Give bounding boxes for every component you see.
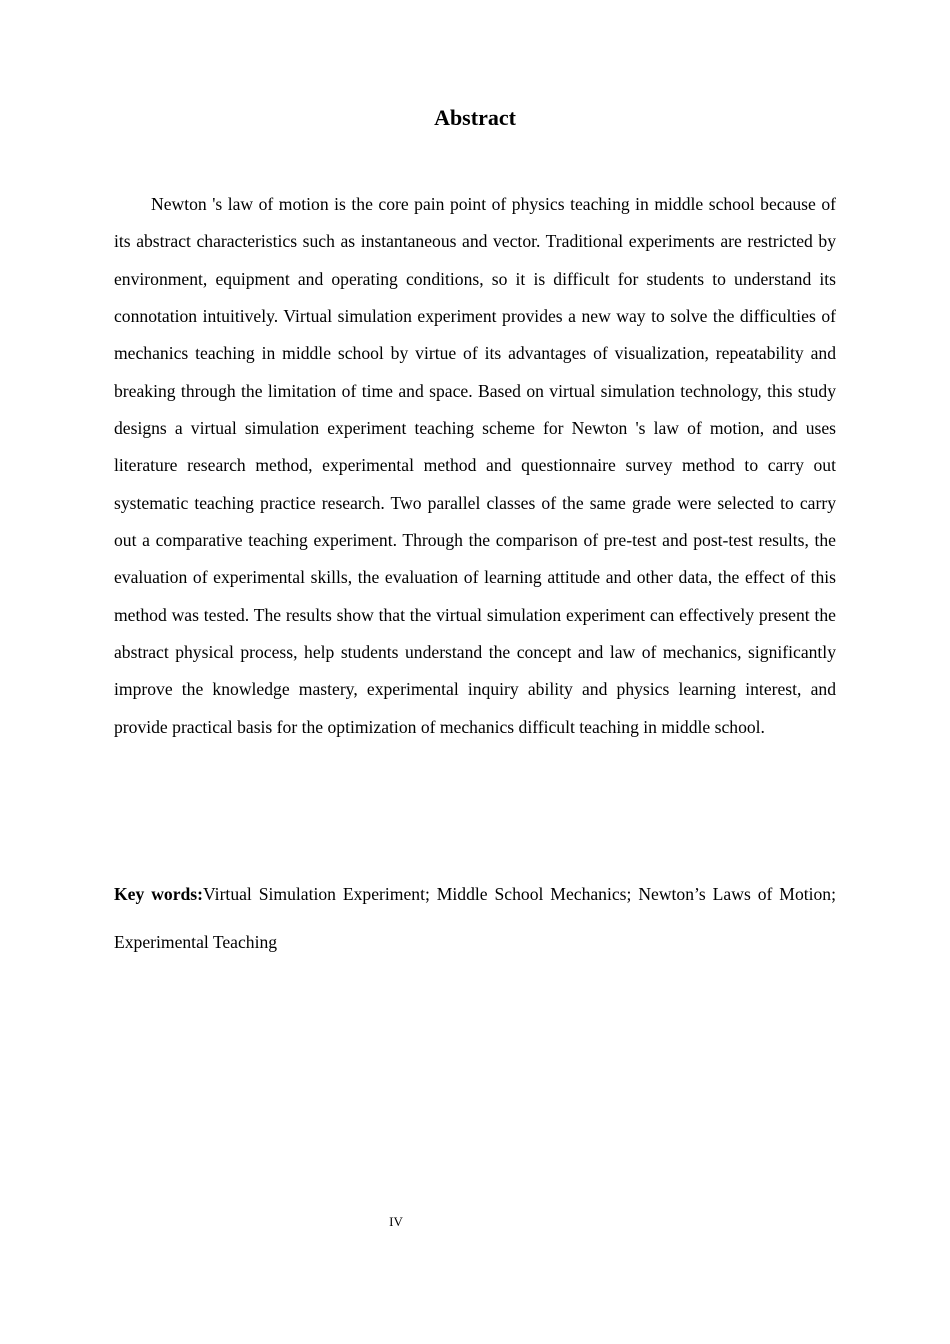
keywords-text: Virtual Simulation Experiment; Middle School Mechanics; Newton’s Laws of Motion; Experimental Teaching	[114, 884, 836, 952]
page-number: IV	[389, 1214, 403, 1229]
abstract-body: Newton 's law of motion is the core pain point of physics teaching in middle school because of its abstract characteristics such as instantaneous and vector. Traditional experiments are restricted by environment, equipment and operating conditions, so it is difficult for students to understand its connotation intuitively. Virtual simulation experiment provides a new way to solve the difficulties of mechanics teaching in middle school by virtue of its advantages of visualization, repeatability and breaking through the limitation of time and space. Based on virtual simulation technology, this study designs a virtual simulation experiment teaching scheme for Newton 's law of motion, and uses literature research method, experimental method and questionnaire survey method to carry out systematic teaching practice research. Two parallel classes of the same grade were selected to carry out a comparative teaching experiment. Through the comparison of pre-test and post-test results, the evaluation of experimental skills, the evaluation of learning attitude and other data, the effect of this method was tested. The results show that the virtual simulation experiment can effectively present the abstract physical process, help students understand the concept and law of mechanics, significantly improve the knowledge mastery, experimental inquiry ability and physics learning interest, and provide practical basis for the optimization of mechanics difficult teaching in middle school.	[114, 194, 836, 737]
keywords-label: Key words:	[114, 884, 204, 904]
page-title: Abstract	[434, 105, 516, 130]
keywords-paragraph	[114, 870, 836, 966]
